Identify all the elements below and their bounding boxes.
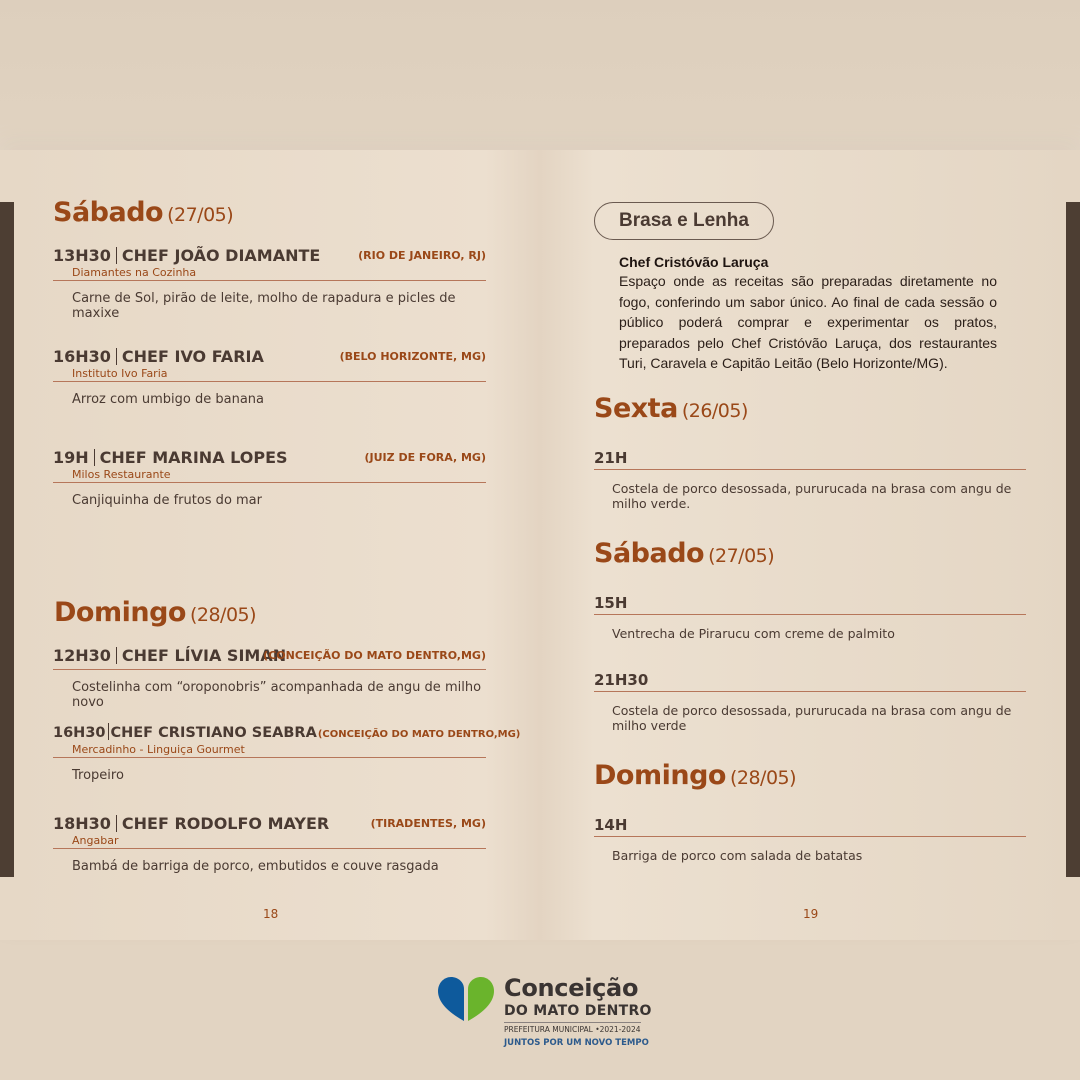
entry-dish: Canjiquinha de frutos do mar [72, 493, 262, 508]
entry-time: 15H [594, 594, 628, 612]
entry-restaurant: Mercadinho - Linguiça Gourmet [72, 743, 245, 756]
entry-time: 16H30 [53, 725, 106, 741]
divider [53, 482, 486, 483]
section-label-pill: Brasa e Lenha [594, 202, 774, 240]
day-date: (28/05) [729, 767, 797, 789]
top-background [0, 0, 1080, 175]
entry-header [53, 448, 486, 468]
divider [594, 691, 1026, 692]
day-date: (27/05) [167, 204, 234, 226]
day-name: Sexta [594, 393, 678, 424]
separator [116, 647, 117, 664]
entry-chef: CHEF JOÃO DIAMANTE [121, 246, 321, 265]
day-name: Sábado [53, 197, 164, 228]
logo-name: Conceição [504, 974, 639, 1002]
entry-time: 21H [594, 449, 628, 467]
separator [116, 247, 117, 264]
entry-header [53, 246, 486, 266]
entry-chef: CHEF LÍVIA SIMAN [121, 646, 287, 665]
schedule-entry [594, 816, 1026, 863]
entry-dish: Costela de porco desossada, pururucada na brasa com angu de milho verde. [612, 481, 1012, 511]
entry-time: 16H30 [53, 347, 111, 366]
schedule-entry [53, 723, 521, 783]
schedule-entry [594, 449, 1026, 511]
logo-prefeitura: PREFEITURA MUNICIPAL •2021-2024 [504, 1025, 641, 1034]
entry-header [53, 814, 486, 834]
day-title-sabado [594, 538, 774, 569]
entry-dish: Costela de porco desossada, pururucada na brasa com angu de milho verde [612, 703, 1012, 733]
heart-logo-icon [438, 977, 494, 1023]
entry-location: (JUIZ DE FORA, MG) [364, 451, 486, 464]
entry-dish: Arroz com umbigo de banana [72, 392, 264, 407]
entry-header [53, 646, 486, 666]
section-intro [619, 253, 997, 374]
intro-text: Espaço onde as receitas são preparadas diretamente no fogo, conferindo um sabor único. Ao final de cada sessão o público poderá comprar e experimentar os pratos, preparados pelo Chef Cristóvão Laruça, dos restaurantes Turi, Caravela e Capitão Leitão (Belo Horizonte/MG). [619, 273, 997, 371]
day-date: (27/05) [708, 545, 775, 567]
divider [53, 381, 486, 382]
entry-chef: CHEF MARINA LOPES [99, 448, 288, 467]
page-number-right: 19 [803, 907, 819, 921]
divider [53, 280, 486, 281]
schedule-entry [53, 347, 486, 407]
divider [53, 669, 486, 670]
entry-time: 14H [594, 816, 628, 834]
logo-slogan: JUNTOS POR UM NOVO TEMPO [504, 1038, 649, 1048]
entry-dish: Barriga de porco com salada de batatas [612, 848, 863, 863]
entry-time: 12H30 [53, 646, 111, 665]
intro-title: Chef Cristóvão Laruça [619, 254, 769, 270]
separator [108, 723, 109, 740]
separator [116, 815, 117, 832]
booklet-edge-left [0, 202, 14, 877]
municipality-logo [438, 972, 652, 1056]
day-title-sexta [594, 393, 748, 424]
entry-restaurant: Angabar [72, 834, 119, 847]
entry-chef: CHEF CRISTIANO SEABRA [110, 725, 317, 741]
schedule-entry [53, 646, 486, 710]
day-title-domingo [54, 597, 256, 628]
divider [53, 848, 486, 849]
booklet-edge-right [1066, 202, 1080, 877]
entry-restaurant: Instituto Ivo Faria [72, 367, 168, 380]
entry-time: 19H [53, 448, 89, 467]
day-name: Domingo [54, 597, 186, 628]
schedule-entry [594, 671, 1026, 733]
day-name: Sábado [594, 538, 705, 569]
heart-left-half [438, 977, 464, 1021]
entry-dish: Bambá de barriga de porco, embutidos e couve rasgada [72, 859, 439, 874]
entry-chef: CHEF IVO FARIA [121, 347, 264, 366]
entry-location: (RIO DE JANEIRO, RJ) [358, 249, 486, 262]
entry-location: (CONCEIÇÃO DO MATO DENTRO,MG) [317, 729, 521, 740]
separator [94, 449, 95, 466]
entry-header [53, 723, 521, 743]
day-date: (28/05) [189, 604, 257, 626]
logo-subtitle: DO MATO DENTRO [504, 1003, 652, 1019]
entry-time: 13H30 [53, 246, 111, 265]
separator [116, 348, 117, 365]
divider [594, 614, 1026, 615]
page-number-left: 18 [263, 907, 279, 921]
entry-dish: Ventrecha de Pirarucu com creme de palmito [612, 626, 895, 641]
day-name: Domingo [594, 760, 726, 791]
heart-right-half [468, 977, 494, 1021]
schedule-entry [53, 814, 486, 874]
entry-header [53, 347, 486, 367]
day-title-domingo [594, 760, 796, 791]
entry-restaurant: Milos Restaurante [72, 468, 171, 481]
entry-dish: Tropeiro [72, 768, 124, 783]
schedule-entry [53, 448, 486, 508]
entry-chef: CHEF RODOLFO MAYER [121, 814, 330, 833]
day-title-sabado [53, 197, 233, 228]
entry-time: 21H30 [594, 671, 649, 689]
entry-time: 18H30 [53, 814, 111, 833]
schedule-entry [594, 594, 1026, 641]
divider [594, 469, 1026, 470]
day-date: (26/05) [681, 400, 748, 422]
entry-restaurant: Diamantes na Cozinha [72, 266, 197, 279]
divider [53, 757, 486, 758]
entry-dish: Costelinha com “oroponobris” acompanhada de angu de milho novo [72, 680, 482, 710]
logo-divider [504, 1022, 641, 1023]
entry-location: (BELO HORIZONTE, MG) [339, 350, 486, 363]
entry-location: (CONCEIÇÃO DO MATO DENTRO,MG) [263, 649, 486, 662]
entry-location: (TIRADENTES, MG) [370, 817, 486, 830]
schedule-entry [53, 246, 486, 321]
divider [594, 836, 1026, 837]
entry-dish: Carne de Sol, pirão de leite, molho de rapadura e picles de maxixe [72, 291, 456, 321]
